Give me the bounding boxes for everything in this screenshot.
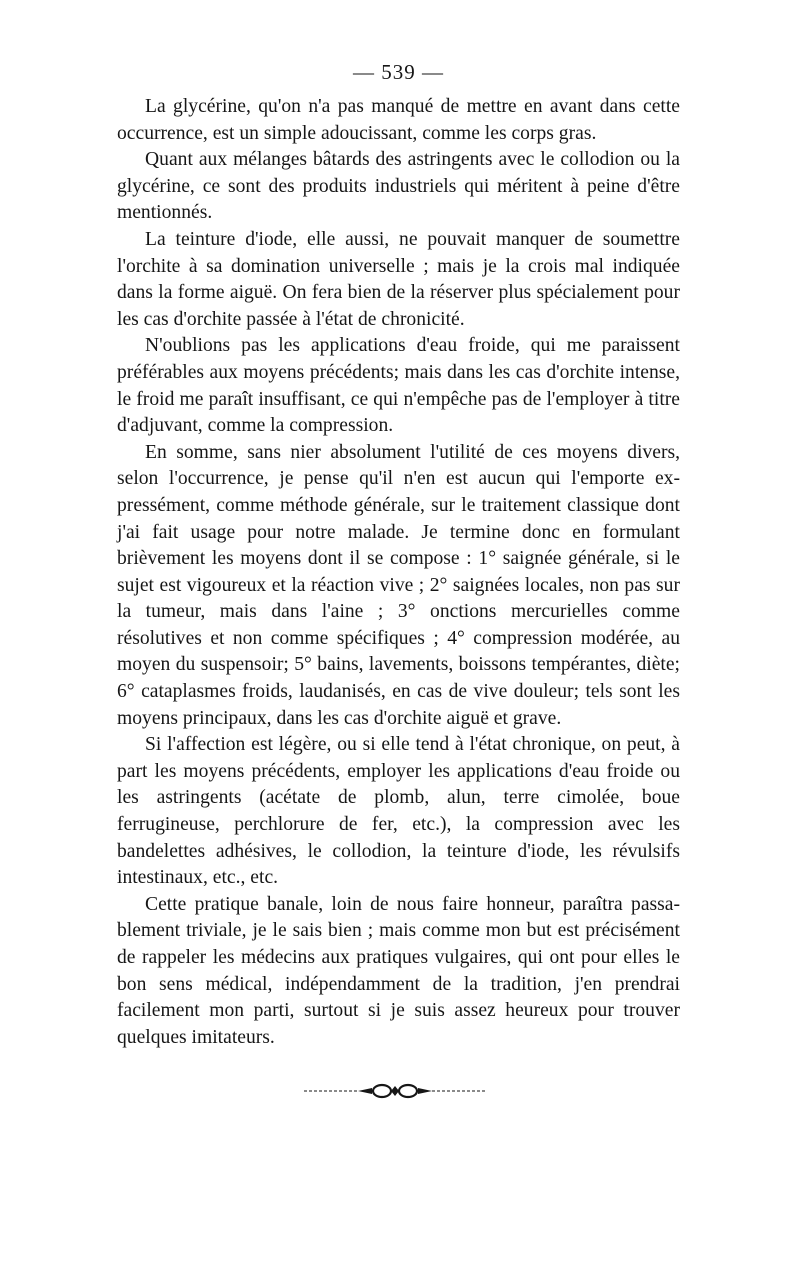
paragraph-glycerine: La glycérine, qu'on n'a pas manqué de mettre en avant dans cette occurrence, est un simple adoucissant, comme les corps gras.	[117, 96, 680, 144]
book-page	[117, 58, 680, 1051]
paragraph-affection-legere: Si l'affection est légère, ou si elle tend à l'état chronique, on peut, à part les moyens précédents, employer les applications d'eau froide ou les astringents (acétate de plomb, alun, terre cimolée, boue ferrugineuse, perchlorure de fer, etc.), la compression avec les bandelettes adhésives, le collodion, la teinture d'iode, les révulsifs intestinaux, etc., etc.	[117, 734, 680, 889]
tailpiece-ornament-icon	[300, 1080, 490, 1102]
paragraph-melanges: Quant aux mélanges bâtards des astringents avec le collodion ou la glycérine, ce sont des produits industriels qui méritent à peine d'être mentionnés.	[117, 149, 680, 224]
paragraph-teinture-iode: La teinture d'iode, elle aussi, ne pouvait manquer de soumettre l'orchite à sa domination universelle ; mais je la crois mal indiquée dans la forme aiguë. On fera bien de la réserver plus spécialement pour les cas d'orchite passée à l'état de chronicité.	[117, 228, 680, 330]
paragraph-en-somme: En somme, sans nier absolument l'utilité de ces moyens divers, selon l'occurrence, je pense qu'il n'en est aucun qui l'emporte expressément, comme méthode générale, sur le traitement classique dont j'ai fait usage pour notre malade. Je termine donc en formulant brièvement les moyens dont il se compose : 1° saignée générale, si le sujet est vigoureux et la réaction vive ; 2° saignées locales, non pas sur la tumeur, mais dans l'aine ; 3° onctions mercurielles comme résolutives et non comme spécifiques ; 4° compression modérée, au moyen du suspensoir; 5° bains, lavements, boissons tempérantes, diète; 6° cataplasmes froids, laudanisés, en cas de vive douleur; tels sont les moyens principaux, dans les cas d'orchite aiguë et grave.	[117, 441, 680, 729]
paragraph-pratique-banale: Cette pratique banale, loin de nous faire honneur, paraîtra passablement triviale, je le sais bien ; mais comme mon but est précisément de rappeler les médecins aux pratiques vulgaires, qui ont pour elles le bon sens médical, indépendamment de la tradition, j'en prendrai facilement mon parti, surtout si je suis assez heureux pour trouver quelques imitateurs.	[117, 893, 680, 1048]
paragraph-eau-froide: N'oublions pas les applications d'eau froide, qui me paraissent préférables aux moyens précédents; mais dans les cas d'orchite intense, le froid me paraît insuffisant, ce qui n'empêche pas de l'employer à titre d'adjuvant, comme la compression.	[117, 335, 680, 437]
page-number: — 539 —	[353, 60, 444, 84]
